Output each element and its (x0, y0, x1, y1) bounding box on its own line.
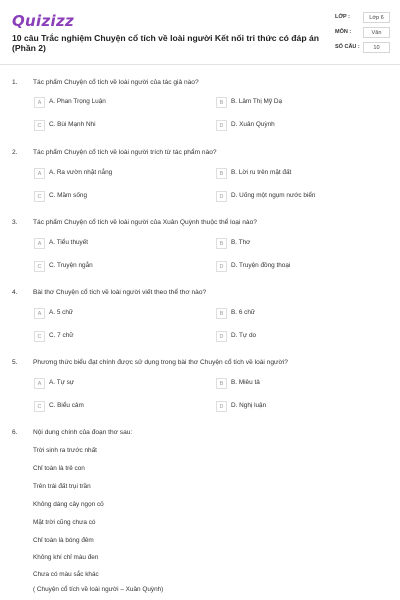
meta-value: 10 (363, 42, 390, 53)
option-letter: D (216, 191, 227, 202)
option-text: D. Tự do (231, 332, 257, 339)
option-letter: D (216, 401, 227, 412)
option-text: D. Nghị luận (231, 402, 267, 409)
poem-line: Chỉ toàn là bóng đêm (33, 537, 94, 544)
option-text: C. 7 chữ (49, 332, 74, 339)
option-letter: C (34, 120, 45, 131)
option-letter: C (34, 331, 45, 342)
option-text: C. Bùi Mạnh Nhi (49, 121, 96, 128)
option-text: B. 6 chữ (231, 309, 256, 316)
option-letter: B (216, 168, 227, 179)
meta-label: SỐ CÂU : (335, 44, 360, 50)
option-letter: D (216, 331, 227, 342)
option-text: C. Truyện ngắn (49, 262, 93, 269)
poem-line: Chưa có màu sắc khác (33, 571, 99, 578)
option-letter: A (34, 378, 45, 389)
meta-value: Văn (363, 27, 390, 38)
poem-line: Trời sinh ra trước nhất (33, 447, 97, 454)
option-letter: B (216, 97, 227, 108)
worksheet-header (0, 0, 400, 62)
option-letter: D (216, 261, 227, 272)
question-text: Tác phẩm Chuyện cổ tích về loài người của Xuân Quỳnh thuộc thể loại nào? (33, 219, 257, 226)
option-text: A. Ra vườn nhặt nắng (49, 169, 113, 176)
worksheet-meta (335, 12, 390, 57)
option-letter: D (216, 120, 227, 131)
poem-line: Chỉ toàn là trẻ con (33, 465, 85, 472)
option-text: A. Phan Trọng Luận (49, 98, 106, 105)
meta-label: MÔN : (335, 29, 352, 35)
poem-line: Không khí chỉ màu đen (33, 554, 99, 561)
meta-value: Lớp 6 (363, 12, 390, 23)
question-number: 6. (12, 429, 18, 436)
question-text: Tác phẩm Chuyện cổ tích về loài người trích từ tác phẩm nào? (33, 149, 217, 156)
question-text: Bài thơ Chuyện cổ tích về loài người viết theo thể thơ nào? (33, 289, 207, 296)
option-letter: A (34, 308, 45, 319)
question-number: 4. (12, 289, 18, 296)
option-text: D. Uống một ngụm nước biển (231, 192, 316, 199)
option-text: D. Truyện đồng thoại (231, 262, 291, 269)
option-text: A. 5 chữ (49, 309, 74, 316)
question-number: 5. (12, 359, 18, 366)
option-letter: A (34, 238, 45, 249)
quizizz-logo: Quizizz (12, 12, 75, 30)
meta-label: LỚP : (335, 14, 350, 20)
poem-citation: ( Chuyện cổ tích về loài người – Xuân Quỳnh) (33, 586, 164, 593)
option-text: A. Tự sự (49, 379, 75, 386)
question-number: 3. (12, 219, 18, 226)
question-number: 2. (12, 149, 18, 156)
option-letter: C (34, 261, 45, 272)
poem-line: Trên trái đất trụi trần (33, 483, 91, 490)
option-text: B. Lâm Thị Mỹ Dạ (231, 98, 283, 105)
meta-row-grade (335, 12, 390, 27)
meta-row-count (335, 42, 390, 57)
option-text: C. Biểu cảm (49, 402, 84, 409)
option-letter: B (216, 378, 227, 389)
option-text: B. Miêu tả (231, 379, 260, 386)
poem-line: Mặt trời cũng chưa có (33, 519, 96, 526)
question-text: Tác phẩm Chuyện cổ tích về loài người của tác giả nào? (33, 79, 199, 86)
question-text: Nội dung chính của đoạn thơ sau: (33, 429, 133, 436)
question-number: 1. (12, 79, 18, 86)
option-text: A. Tiểu thuyết (49, 239, 89, 246)
option-letter: A (34, 97, 45, 108)
option-letter: B (216, 238, 227, 249)
worksheet-title: 10 câu Trắc nghiệm Chuyện cổ tích về loài người Kết nối tri thức có đáp án (Phần 2) (12, 33, 319, 53)
option-text: B. Thơ (231, 239, 251, 246)
meta-row-subject (335, 27, 390, 42)
option-text: B. Lời ru trên mặt đất (231, 169, 292, 176)
option-letter: C (34, 401, 45, 412)
option-text: D. Xuân Quỳnh (231, 121, 275, 128)
poem-line: Không dáng cây ngọn cỏ (33, 501, 104, 508)
question-text: Phương thức biểu đạt chính được sử dụng trong bài thơ Chuyện cổ tích về loài người? (33, 359, 288, 366)
header-divider (0, 64, 400, 65)
option-letter: C (34, 191, 45, 202)
option-letter: A (34, 168, 45, 179)
option-letter: B (216, 308, 227, 319)
option-text: C. Mầm sống (49, 192, 88, 199)
